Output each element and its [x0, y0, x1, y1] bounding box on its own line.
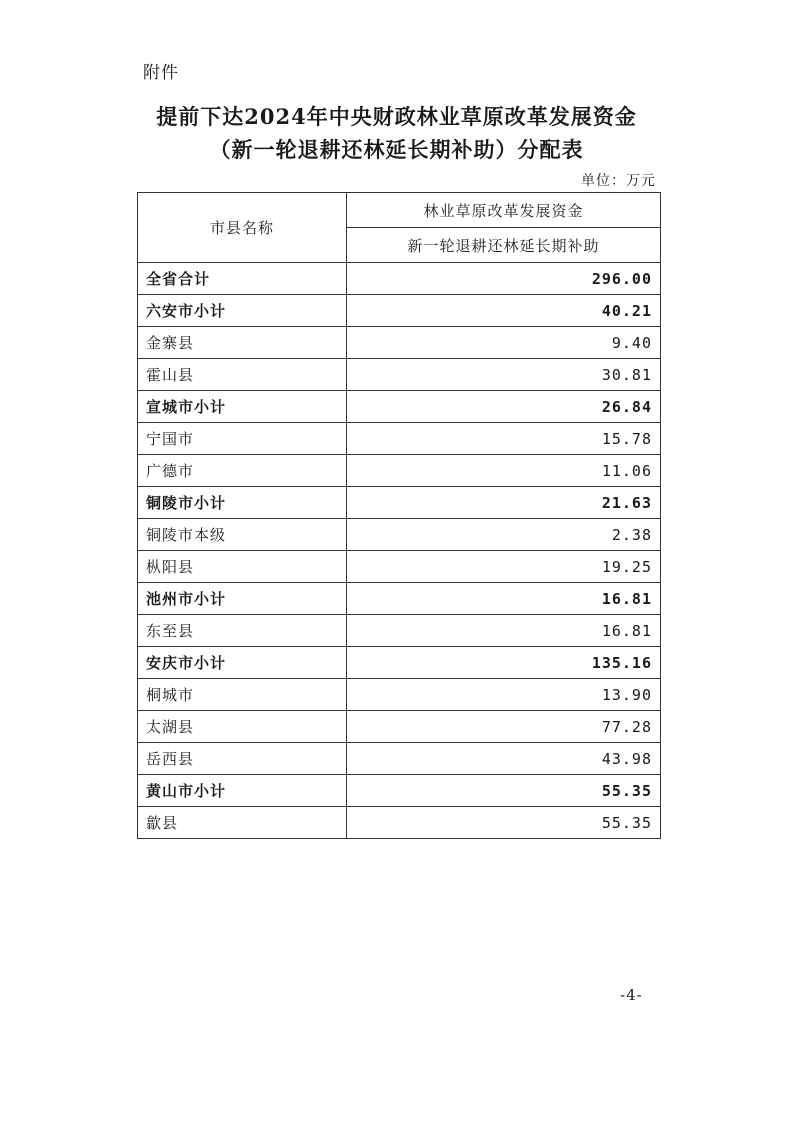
region-name-cell: 铜陵市小计: [138, 487, 347, 519]
subtotal-row: [138, 487, 661, 519]
table-row: [138, 711, 661, 743]
region-name-cell: 池州市小计: [138, 583, 347, 615]
region-name-cell: 霍山县: [138, 359, 347, 391]
subtotal-row: [138, 583, 661, 615]
amount-cell: 9.40: [347, 327, 661, 359]
page-number: -4-: [620, 986, 643, 1004]
table-row: [138, 615, 661, 647]
amount-cell: 30.81: [347, 359, 661, 391]
allocation-table: [137, 192, 661, 839]
document-title-line-1: 提前下达2024年中央财政林业草原改革发展资金: [156, 104, 637, 129]
region-name-cell: 铜陵市本级: [138, 519, 347, 551]
amount-cell: 55.35: [347, 807, 661, 839]
header-subsidy: 新一轮退耕还林延长期补助: [347, 228, 661, 263]
attachment-label: 附件: [143, 63, 179, 83]
region-name-cell: 黄山市小计: [138, 775, 347, 807]
header-fund: 林业草原改革发展资金: [347, 193, 661, 228]
region-name-cell: 安庆市小计: [138, 647, 347, 679]
region-name-cell: 枞阳县: [138, 551, 347, 583]
region-name-cell: 金寨县: [138, 327, 347, 359]
amount-cell: 55.35: [347, 775, 661, 807]
table-row: [138, 807, 661, 839]
table-row: [138, 455, 661, 487]
amount-cell: 21.63: [347, 487, 661, 519]
amount-cell: 135.16: [347, 647, 661, 679]
table-row: [138, 679, 661, 711]
amount-cell: 15.78: [347, 423, 661, 455]
unit-label: 单位：万元: [581, 173, 656, 189]
region-name-cell: 岳西县: [138, 743, 347, 775]
table-row: [138, 743, 661, 775]
header-county-name: 市县名称: [138, 193, 347, 263]
region-name-cell: 太湖县: [138, 711, 347, 743]
table-row: [138, 327, 661, 359]
amount-cell: 40.21: [347, 295, 661, 327]
table-row: [138, 519, 661, 551]
amount-cell: 19.25: [347, 551, 661, 583]
amount-cell: 13.90: [347, 679, 661, 711]
amount-cell: 43.98: [347, 743, 661, 775]
region-name-cell: 歙县: [138, 807, 347, 839]
region-name-cell: 桐城市: [138, 679, 347, 711]
table-row: [138, 359, 661, 391]
amount-cell: 26.84: [347, 391, 661, 423]
region-name-cell: 东至县: [138, 615, 347, 647]
table-body: [138, 263, 661, 839]
table-row: [138, 551, 661, 583]
subtotal-row: [138, 295, 661, 327]
table-row: [138, 423, 661, 455]
amount-cell: 16.81: [347, 615, 661, 647]
region-name-cell: 广德市: [138, 455, 347, 487]
subtotal-row: [138, 775, 661, 807]
subtotal-row: [138, 263, 661, 295]
region-name-cell: 宁国市: [138, 423, 347, 455]
amount-cell: 296.00: [347, 263, 661, 295]
amount-cell: 2.38: [347, 519, 661, 551]
amount-cell: 77.28: [347, 711, 661, 743]
region-name-cell: 宣城市小计: [138, 391, 347, 423]
amount-cell: 11.06: [347, 455, 661, 487]
region-name-cell: 全省合计: [138, 263, 347, 295]
subtotal-row: [138, 647, 661, 679]
amount-cell: 16.81: [347, 583, 661, 615]
document-title-line-2: （新一轮退耕还林延长期补助）分配表: [209, 137, 584, 162]
region-name-cell: 六安市小计: [138, 295, 347, 327]
subtotal-row: [138, 391, 661, 423]
